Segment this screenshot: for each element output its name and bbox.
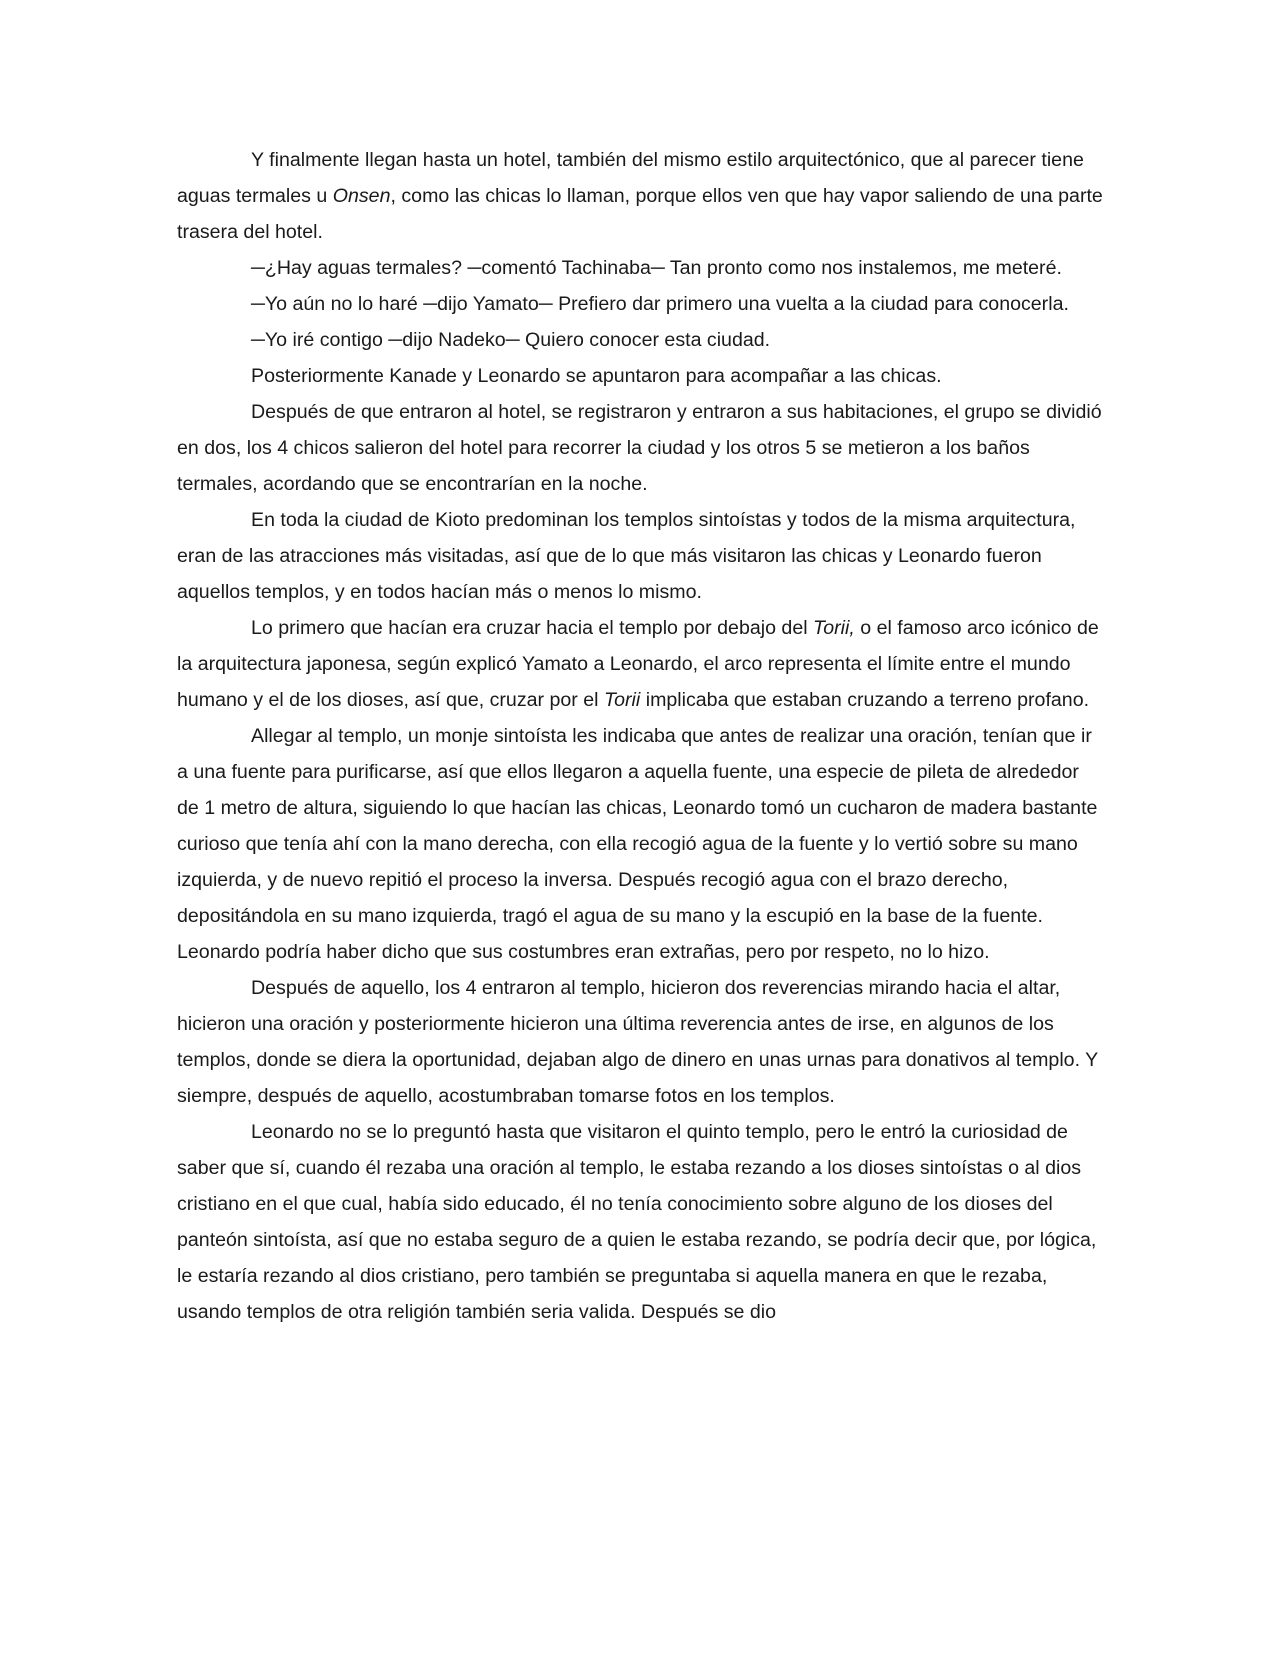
text-run: o el famoso arco icónico de la arquitectura japonesa, según explicó Yamato a Leonardo, el arco representa el límite entre el mundo humano y el de los dioses, así que, cruzar por el: [177, 617, 1099, 711]
text-run: Leonardo no se lo preguntó hasta que visitaron el quinto templo, pero le entró la curiosidad de saber que sí, cuando él rezaba una oración al templo, le estaba rezando a los dioses sintoístas o al dios cristiano en el que cual, había sido educado, él no tenía conocimiento sobre alguno de los dioses del panteón sintoísta, así que no estaba seguro de a quien le estaba rezando, se podría decir que, por lógica, le estaría rezando al dios cristiano, pero también se preguntaba si aquella manera en que le rezaba, usando templos de otra religión también seria valida. Después se dio: [177, 1121, 1097, 1323]
paragraph: [177, 718, 1103, 970]
text-run: Y finalmente llegan hasta un hotel, también del mismo estilo arquitectónico, que al parecer tiene aguas termales u: [177, 149, 1084, 207]
text-run: implicaba que estaban cruzando a terreno profano.: [640, 689, 1090, 711]
text-run: Después de que entraron al hotel, se registraron y entraron a sus habitaciones, el grupo se dividió en dos, los 4 chicos salieron del hotel para recorrer la ciudad y los otros 5 se metieron a los baños termales, acordando que se encontrarían en la noche.: [177, 401, 1102, 495]
italic-term-torii: Torii: [603, 689, 641, 711]
text-run: ─Yo aún no lo haré ─dijo Yamato─ Prefiero dar primero una vuelta a la ciudad para conocerla.: [251, 293, 1069, 315]
text-run: Allegar al templo, un monje sintoísta les indicaba que antes de realizar una oración, tenían que ir a una fuente para purificarse, así que ellos llegaron a aquella fuente, una especie de pileta de alrededor de 1 metro de altura, siguiendo lo que hacían las chicas, Leonardo tomó un cucharon de madera bastante curioso que tenía ahí con la mano derecha, con ella recogió agua de la fuente y lo vertió sobre su mano izquierda, y de nuevo repitió el proceso la inversa. Después recogió agua con el brazo derecho, depositándola en su mano izquierda, tragó el agua de su mano y la escupió en la base de la fuente. Leonardo podría haber dicho que sus costumbres eran extrañas, pero por respeto, no lo hizo.: [177, 725, 1098, 963]
paragraph-dialogue: [177, 286, 1103, 322]
paragraph: [177, 502, 1103, 610]
paragraph-dialogue: [177, 322, 1103, 358]
text-run: ─Yo iré contigo ─dijo Nadeko─ Quiero conocer esta ciudad.: [251, 329, 771, 351]
paragraph: [177, 610, 1103, 718]
text-run: Lo primero que hacían era cruzar hacia el templo por debajo del: [251, 617, 814, 639]
text-run: , como las chicas lo llaman, porque ellos ven que hay vapor saliendo de una parte trasera del hotel.: [177, 185, 1103, 243]
paragraph: [177, 970, 1103, 1114]
paragraph: [177, 394, 1103, 502]
italic-term-torii: Torii,: [813, 617, 855, 639]
paragraph-dialogue: [177, 250, 1103, 286]
paragraph: [177, 142, 1103, 250]
body-text: [177, 142, 1103, 1330]
text-run: Después de aquello, los 4 entraron al templo, hicieron dos reverencias mirando hacia el altar, hicieron una oración y posteriormente hicieron una última reverencia antes de irse, en algunos de los templos, donde se diera la oportunidad, dejaban algo de dinero en unas urnas para donativos al templo. Y siempre, después de aquello, acostumbraban tomarse fotos en los templos.: [177, 977, 1098, 1107]
text-run: Posteriormente Kanade y Leonardo se apuntaron para acompañar a las chicas.: [251, 365, 942, 387]
text-run: En toda la ciudad de Kioto predominan los templos sintoístas y todos de la misma arquitectura, eran de las atracciones más visitadas, así que de lo que más visitaron las chicas y Leonardo fueron aquellos templos, y en todos hacían más o menos lo mismo.: [177, 509, 1076, 603]
text-run: ─¿Hay aguas termales? ─comentó Tachinaba─ Tan pronto como nos instalemos, me meteré.: [251, 257, 1062, 279]
italic-term-onsen: Onsen: [332, 185, 391, 207]
paragraph: [177, 358, 1103, 394]
paragraph: [177, 1114, 1103, 1330]
